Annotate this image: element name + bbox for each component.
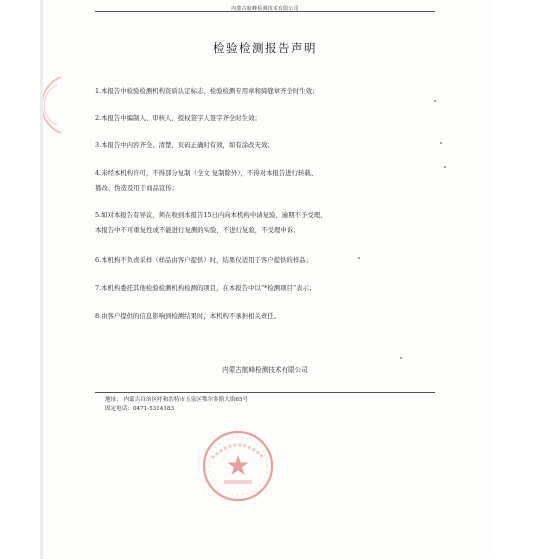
header-company-name: 内蒙古航峰检测技术有限公司 [231, 6, 299, 12]
contact-block [105, 396, 248, 414]
header-divider [95, 11, 435, 12]
address-line: 地址： 内蒙古自治区呼和浩特市玉泉区鄂尔多斯大街65号 [105, 397, 249, 403]
clause-3: 3.本报告中内容齐全、清楚，页码正确时有效，如有涂改无效； [95, 141, 274, 149]
clause-6: 6.本机构不负责采样（样品由客户提供）时，结果仅适用于客户提供的样品； [95, 256, 312, 264]
clause-7: 7.本机构委托其他检验检测机构检测的项目，在本报告中以“*检测项目”表示； [95, 284, 316, 292]
clause-4-line-2: 篡改、伪造及用于商品宣传； [95, 184, 179, 192]
footer-divider [95, 392, 435, 393]
clause-5-line-1: 5.如对本报告有异议，须在收到本报告15日内向本机构申请复验，逾期不予受理， [95, 211, 327, 219]
report-page [40, 0, 490, 559]
document-title: 检验检测报告声明 [213, 41, 317, 55]
clause-2: 2.本报告中编制人、审核人、授权签字人签字齐全时生效； [95, 114, 261, 122]
clause-5-line-2: 本报告中不可重复性或不能进行复测的实验，不进行复验，不受理申诉； [95, 226, 300, 234]
clause-4-line-1: 4.未经本机构许可，不得部分复制（全文 复制除外），不得对本报告进行转载、 [95, 169, 318, 177]
clause-1: 1.本报告中检验检测机构资质认定标志、检验检测专用章和骑缝章齐全时生效； [95, 87, 319, 95]
seam-seal-fragment [43, 75, 63, 135]
phone-line: 固定电话：0471-5314183 [105, 406, 175, 412]
company-seal-stamp [200, 428, 276, 504]
clause-8: 8.由客户提供的信息影响到检测结果时，本机构不承担相关责任。 [95, 312, 281, 320]
footer-company-name: 内蒙古航峰检测技术有限公司 [222, 366, 308, 374]
